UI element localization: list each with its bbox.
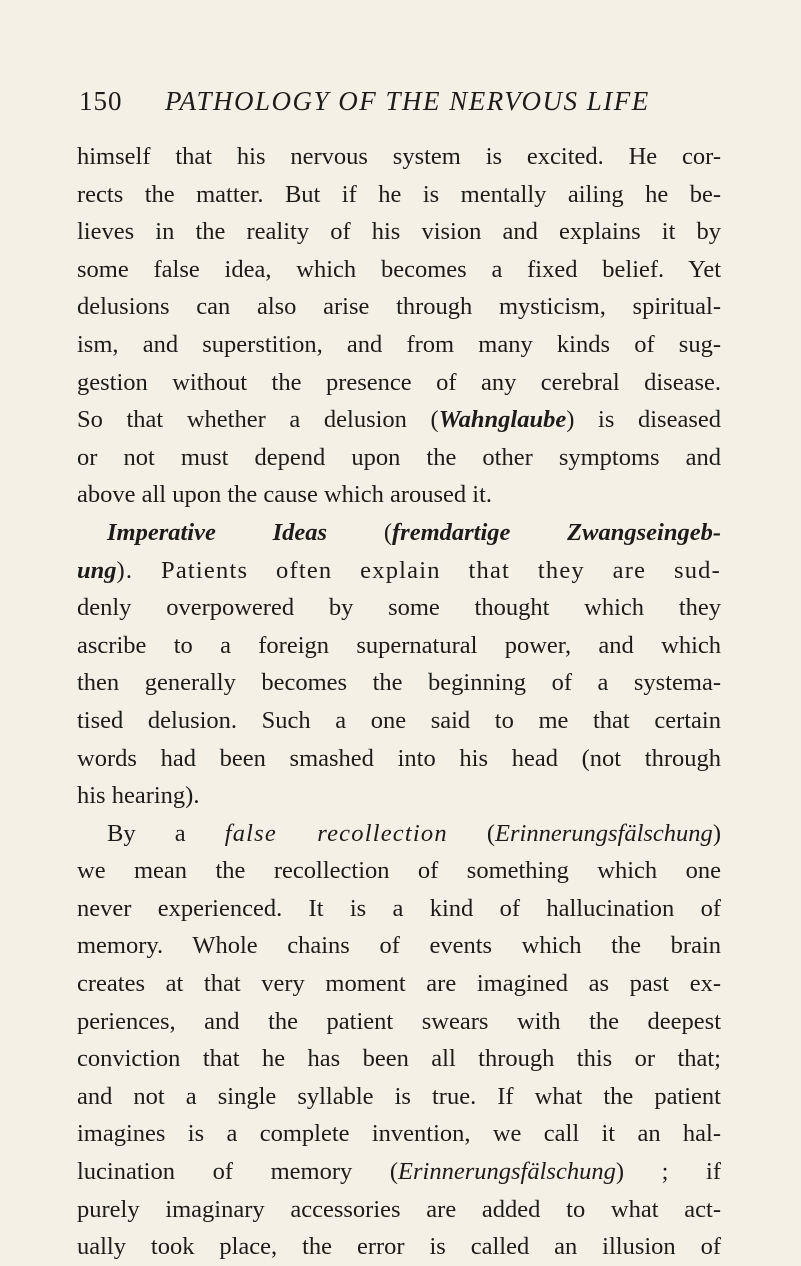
text-line: rects the matter. But if he is mentally ailing he be-	[77, 180, 721, 208]
text-run: )	[712, 819, 721, 847]
text-line	[77, 552, 721, 590]
text-line: ascribe to a foreign supernatural power, and which	[77, 631, 721, 659]
text-line: some false idea, which becomes a fixed belief. Yet	[77, 255, 721, 283]
text-run: lucination of memory (	[77, 1158, 399, 1186]
text-line	[77, 1153, 721, 1191]
text-line: periences, and the patient swears with the deepest	[77, 1007, 721, 1035]
body-text	[77, 138, 721, 1266]
text-line: ism, and superstition, and from many kinds of sug-	[77, 330, 721, 358]
running-head	[77, 86, 721, 122]
text-run: (	[447, 819, 496, 847]
text-line: ually took place, the error is called an illusion of	[77, 1233, 721, 1261]
text-line: never experienced. It is a kind of hallucination of	[77, 894, 721, 922]
german-term: fremdartige Zwangseingeb-	[392, 518, 721, 546]
text-run: ) is diseased	[566, 406, 722, 434]
text-line: creates at that very moment are imagined as past ex-	[77, 970, 721, 998]
text-line: words had been smashed into his head (not through	[77, 744, 721, 772]
text-line: lieves in the reality of his vision and explains it by	[77, 218, 721, 246]
text-line: imagines is a complete invention, we call it an hal-	[77, 1120, 721, 1148]
text-line: his hearing).	[77, 782, 200, 810]
section-term: Imperative Ideas	[107, 518, 328, 546]
german-term: Wahnglaube	[438, 406, 567, 434]
text-line: we mean the recollection of something which one	[77, 857, 721, 885]
text-line: memory. Whole chains of events which the brain	[77, 932, 721, 960]
text-line: or not must depend upon the other symptoms and	[77, 443, 721, 471]
text-line: above all upon the cause which aroused it.	[77, 481, 493, 509]
text-line: and not a single syllable is true. If what the patient	[77, 1082, 721, 1110]
german-term: Erinnerungsfälschung	[398, 1158, 616, 1186]
running-title: PATHOLOGY OF THE NERVOUS LIFE	[165, 86, 650, 116]
page-number: 150	[79, 86, 123, 116]
text-line: then generally becomes the beginning of a systema-	[77, 669, 721, 697]
text-line: himself that his nervous system is excited. He cor-	[77, 143, 721, 170]
text-run: ) ; if	[615, 1158, 721, 1186]
text-line: delusions can also arise through mysticism, spiritual-	[77, 293, 721, 321]
text-run: By a	[107, 819, 225, 847]
book-page	[77, 86, 721, 1266]
section-term: false recollection	[224, 819, 448, 847]
text-line	[77, 401, 721, 439]
text-line: tised delusion. Such a one said to me that certain	[77, 706, 721, 734]
german-term: ung	[77, 556, 117, 584]
text-line: conviction that he has been all through this or that;	[77, 1045, 721, 1073]
paragraph-start-line	[77, 815, 721, 853]
text-line: purely imaginary accessories are added to what act-	[77, 1195, 721, 1223]
text-run: (	[327, 518, 393, 546]
text-run: ). Patients often explain that they are sud-	[116, 556, 721, 584]
paragraph-start-line	[77, 514, 721, 552]
text-line: denly overpowered by some thought which they	[77, 594, 721, 622]
german-term: Erinnerungsfälschung	[495, 819, 713, 847]
text-line: gestion without the presence of any cerebral disease.	[77, 368, 721, 396]
text-run: So that whether a delusion (	[77, 406, 439, 434]
